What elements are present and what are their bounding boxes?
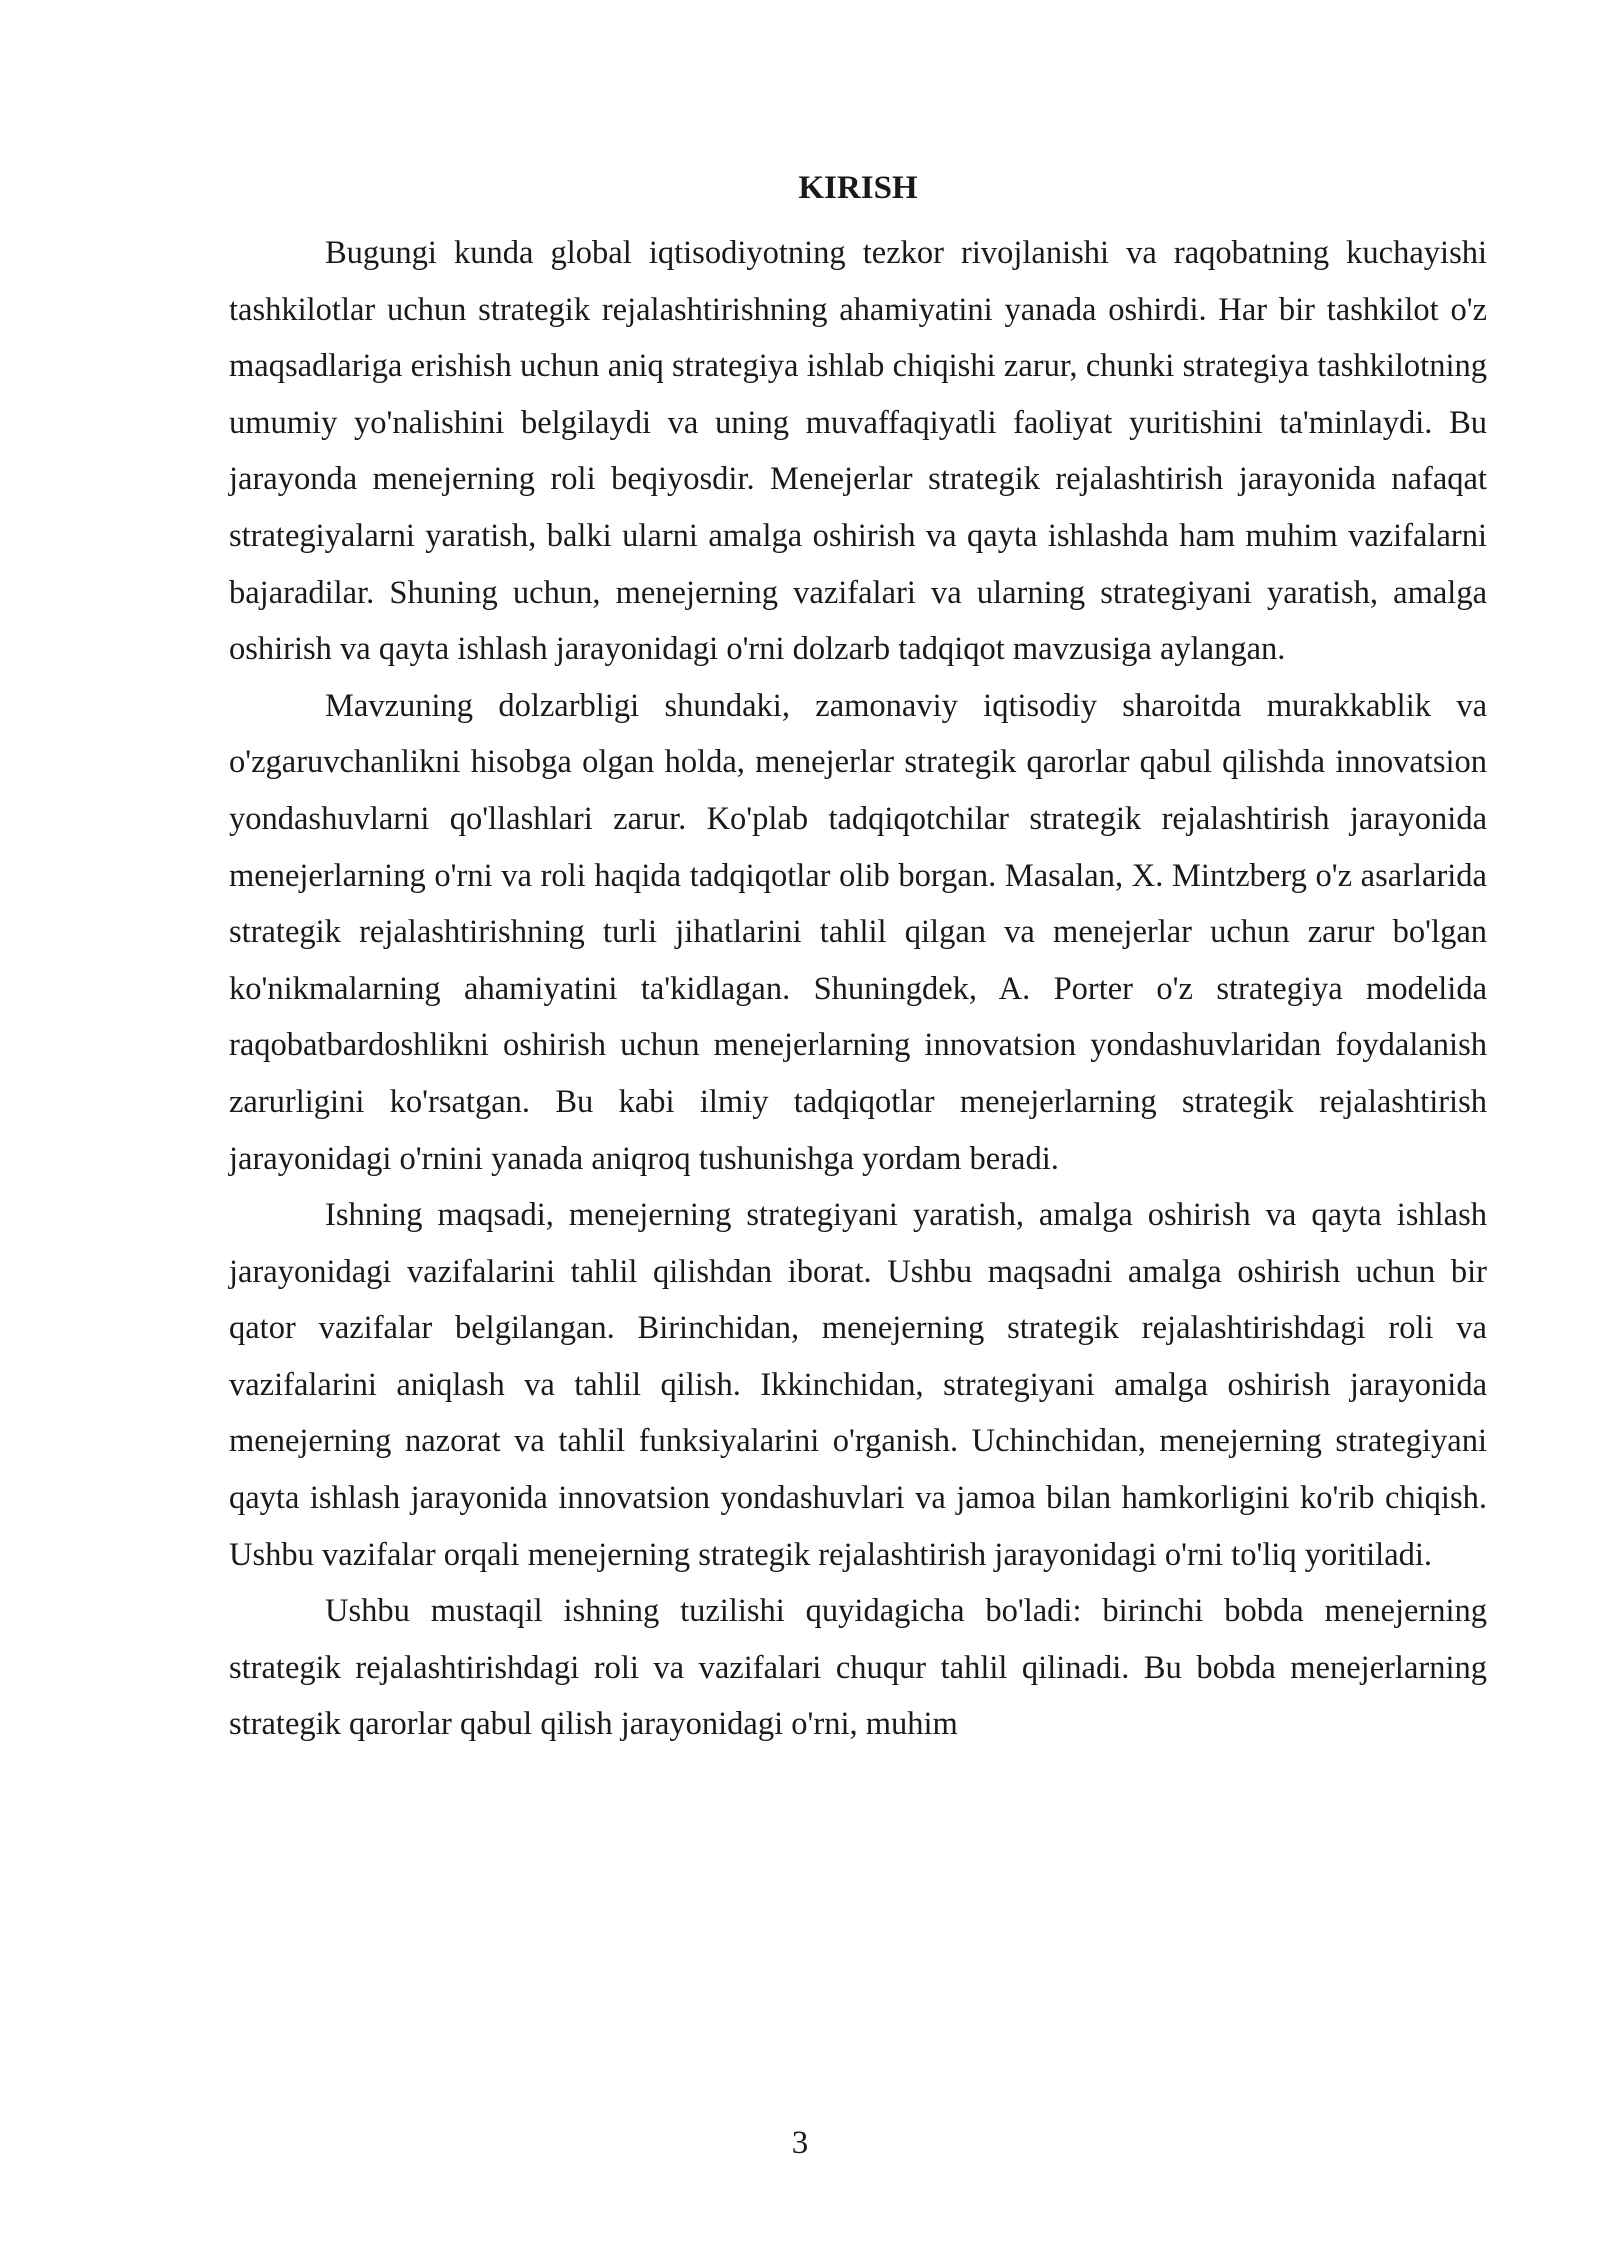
page-number: 3 — [791, 2125, 809, 2161]
page-title: KIRISH — [798, 170, 918, 206]
page-body — [229, 160, 1487, 1753]
paragraph-goal: Ishning maqsadi, menejerning strategiyani yaratish, amalga oshirish va qayta ishlash jarayonidagi vazifalarini tahlil qilishdan iborat. Ushbu maqsadni amalga oshirish uchun bir qator vazifalar belgilangan. Birinchidan, menejerning strategik rejalashtirishdagi roli va vazifalarini aniqlash va tahlil qilish. Ikkinchidan, strategiyani amalga oshirish jarayonida menejerning nazorat va tahlil funksiyalarini o'rganish. Uchinchidan, menejerning strategiyani qayta ishlash jarayonida innovatsion yondashuvlari va jamoa bilan hamkorligini ko'rib chiqish. Ushbu vazifalar orqali menejerning strategik rejalashtirish jarayonidagi o'rni to'liq yoritiladi. — [229, 1197, 1487, 1573]
paragraph-relevance: Mavzuning dolzarbligi shundaki, zamonaviy iqtisodiy sharoitda murakkablik va o'zgaruvchanlikni hisobga olgan holda, menejerlar strategik qarorlar qabul qilishda innovatsion yondashuvlarni qo'llashlari zarur. Ko'plab tadqiqotchilar strategik rejalashtirish jarayonida menejerlarning o'rni va roli haqida tadqiqotlar olib borgan. Masalan, X. Mintzberg o'z asarlarida strategik rejalashtirishning turli jihatlarini tahlil qilgan va menejerlar uchun zarur bo'lgan ko'nikmalarning ahamiyatini ta'kidlagan. Shuningdek, A. Porter o'z strategiya modelida raqobatbardoshlikni oshirish uchun menejerlarning innovatsion yondashuvlaridan foydalanish zarurligini ko'rsatgan. Bu kabi ilmiy tadqiqotlar menejerlarning strategik rejalashtirish jarayonidagi o'rnini yanada aniqroq tushunishga yordam beradi. — [229, 687, 1487, 1177]
paragraph-intro: Bugungi kunda global iqtisodiyotning tezkor rivojlanishi va raqobatning kuchayishi tashkilotlar uchun strategik rejalashtirishning ahamiyatini yanada oshirdi. Har bir tashkilot o'z maqsadlariga erishish uchun aniq strategiya ishlab chiqishi zarur, chunki strategiya tashkilotning umumiy yo'nalishini belgilaydi va uning muvaffaqiyatli faoliyat yuritishini ta'minlaydi. Bu jarayonda menejerning roli beqiyosdir. Menejerlar strategik rejalashtirish jarayonida nafaqat strategiyalarni yaratish, balki ularni amalga oshirish va qayta ishlashda ham muhim vazifalarni bajaradilar. Shuning uchun, menejerning vazifalari va ularning strategiyani yaratish, amalga oshirish va qayta ishlash jarayonidagi o'rni dolzarb tadqiqot mavzusiga aylangan. — [229, 235, 1487, 668]
paragraph-structure: Ushbu mustaqil ishning tuzilishi quyidagicha bo'ladi: birinchi bobda menejerning strategik rejalashtirishdagi roli va vazifalari chuqur tahlil qilinadi. Bu bobda menejerlarning strategik qarorlar qabul qilish jarayonidagi o'rni, muhim — [229, 1593, 1487, 1743]
